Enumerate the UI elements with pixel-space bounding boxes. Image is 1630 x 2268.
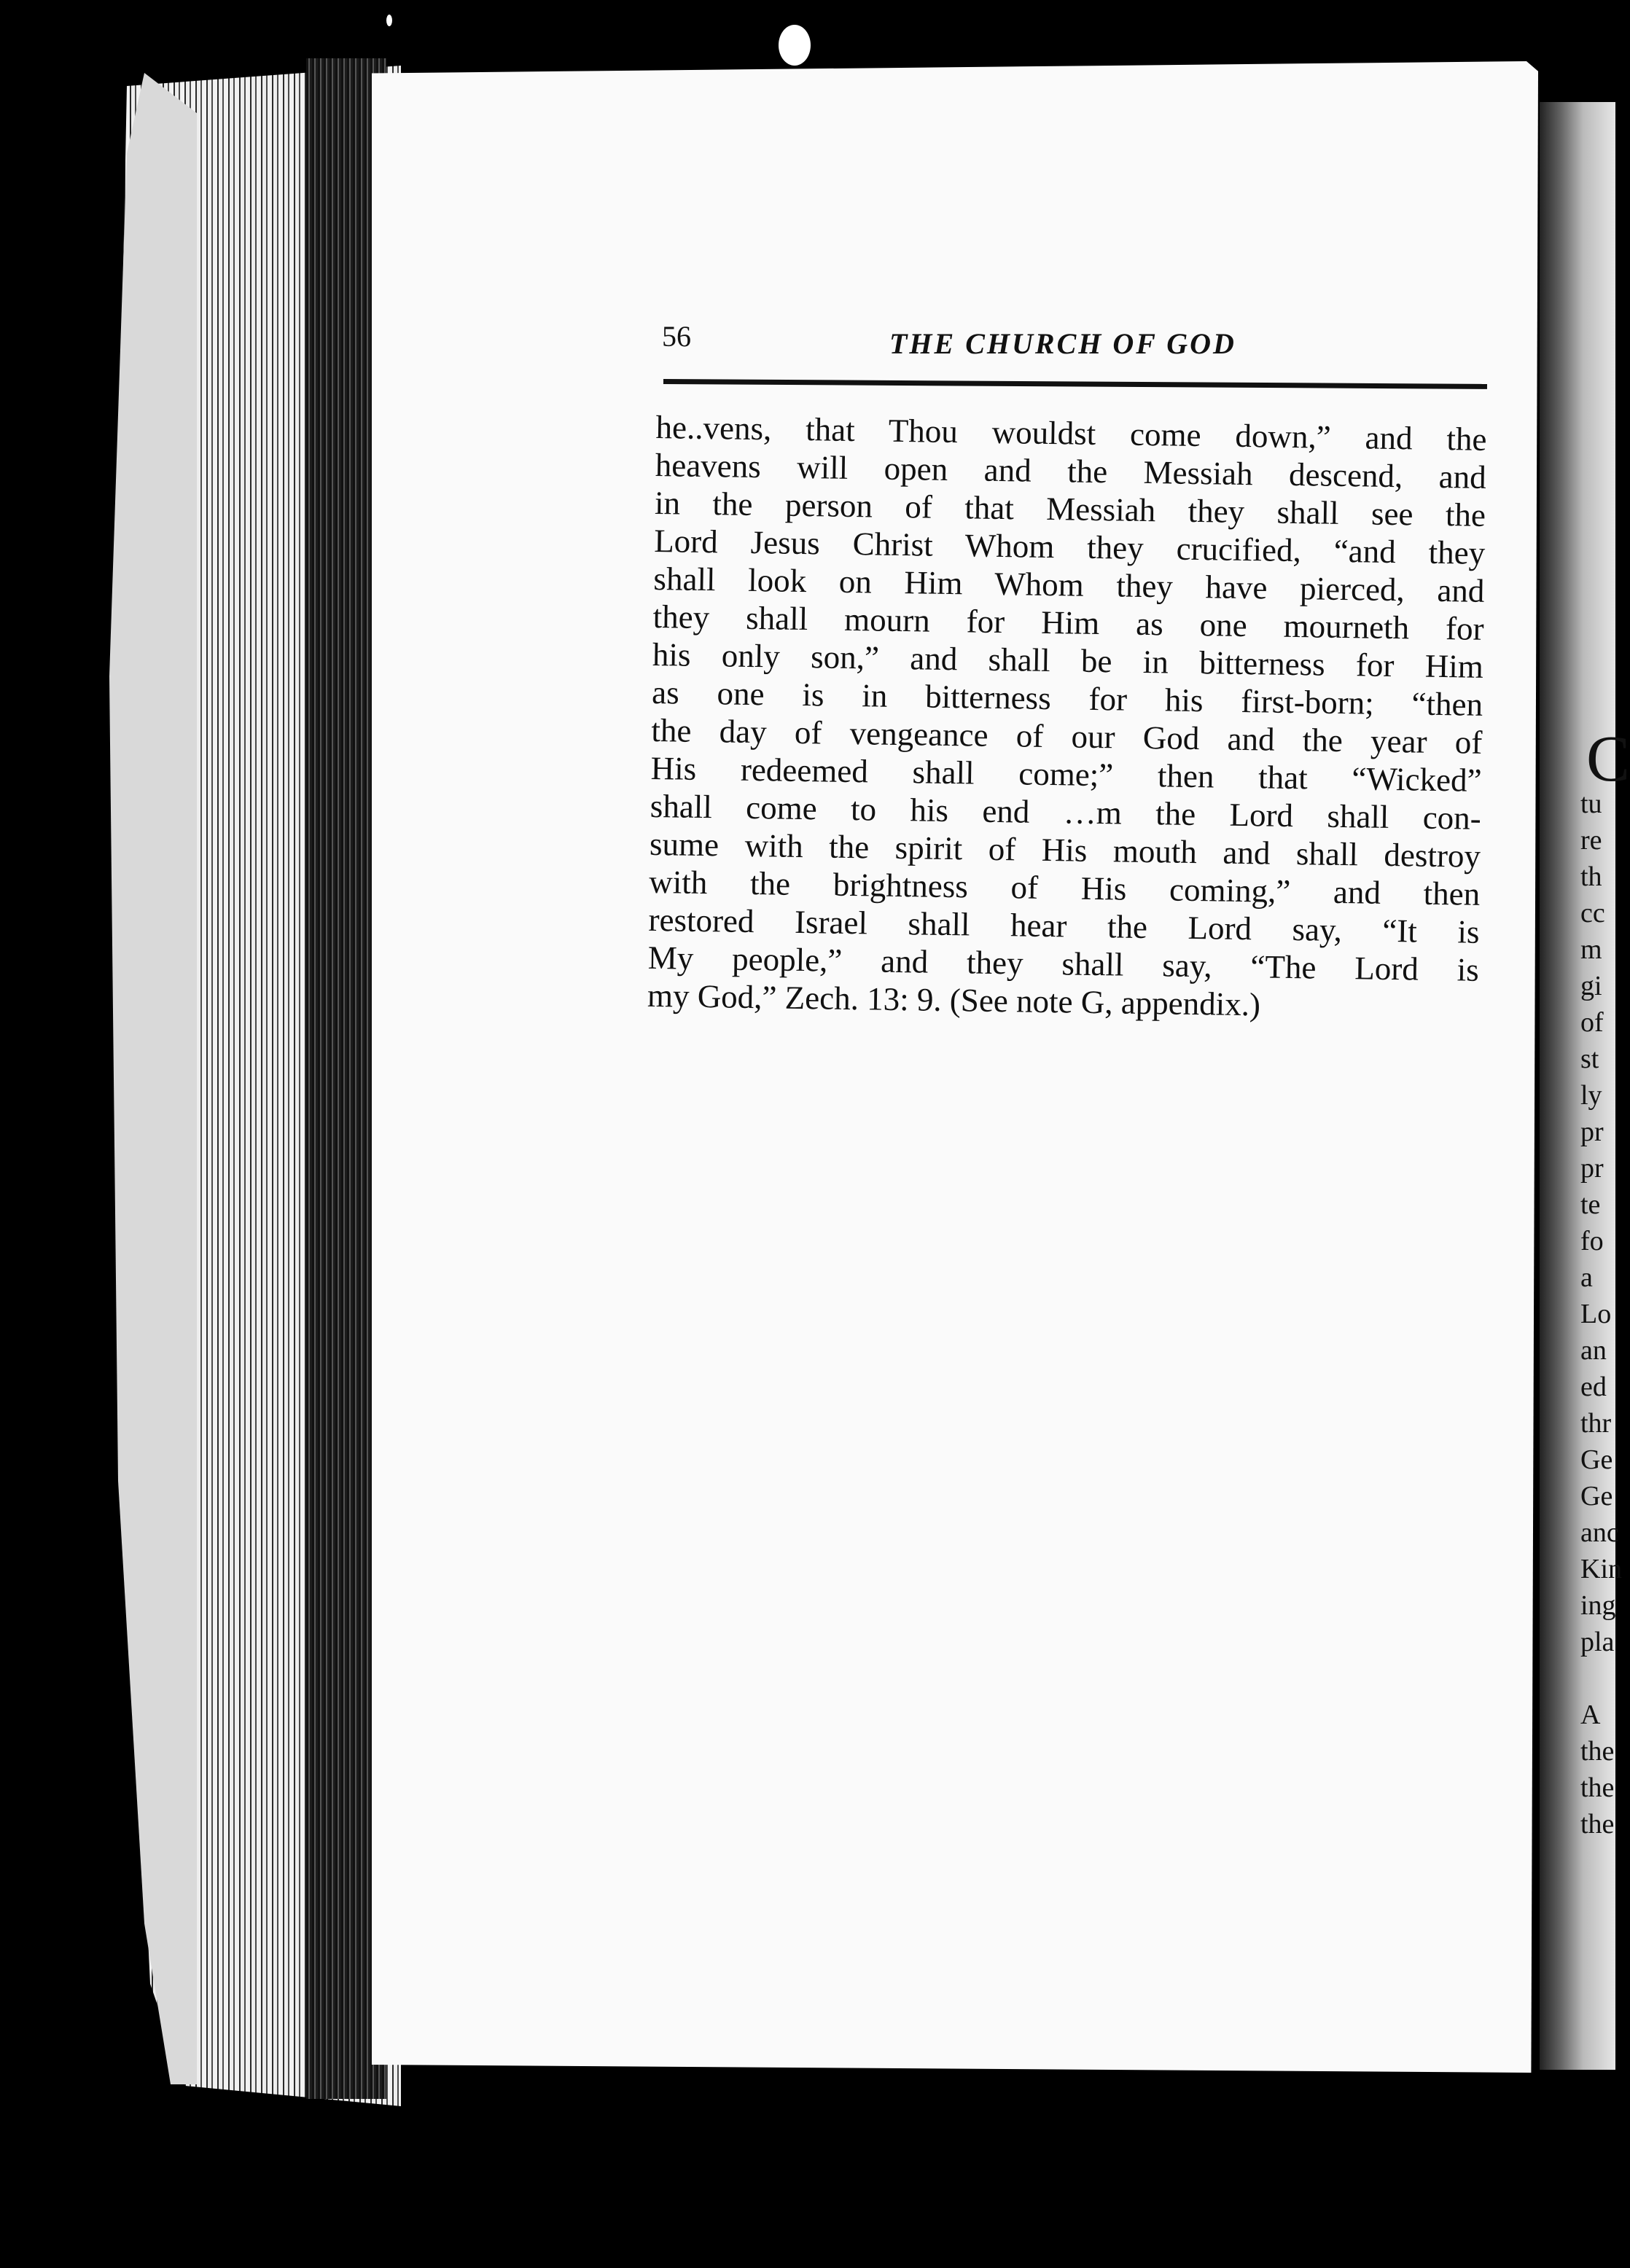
- text-line: heavens will open and the Messiah descend, and: [655, 446, 1487, 496]
- text-line: shall look on Him Whom they have pierced, and: [653, 560, 1485, 609]
- text-line: in the person of that Messiah they shall see the: [654, 484, 1486, 533]
- facing-page-fragment: Ge: [1580, 1481, 1613, 1512]
- facing-page-fragment: st: [1580, 1044, 1599, 1074]
- text-line: the day of vengeance of our God and the year of: [651, 711, 1483, 761]
- facing-page-initial: C: [1586, 723, 1630, 795]
- facing-page-fragment: of: [1580, 1007, 1604, 1038]
- facing-page-fragment: [1580, 1660, 1615, 1697]
- text-line: restored Israel shall hear the Lord say, “It is: [648, 901, 1480, 950]
- facing-page-fragment: th: [1580, 861, 1602, 892]
- worn-page-edge: [109, 73, 197, 2084]
- facing-page-fragment: pr: [1580, 1153, 1604, 1184]
- page-number: 56: [662, 320, 691, 353]
- facing-page-fragment: gi: [1580, 971, 1602, 1001]
- text-line: shall come to his end …m the Lord shall con-: [650, 787, 1482, 837]
- text-line: with the brightness of His coming,” and then: [648, 863, 1481, 912]
- facing-page-fragment: pla: [1580, 1627, 1615, 1657]
- facing-page-fragment: pr: [1580, 1117, 1604, 1147]
- text-line: His redeemed shall come;” then that “Wicked”: [650, 749, 1482, 799]
- book-page: [372, 61, 1538, 2073]
- facing-page-fragment: tu: [1580, 789, 1602, 819]
- facing-page-fragment: the: [1580, 1736, 1615, 1767]
- facing-page-fragment: Ge: [1580, 1444, 1613, 1475]
- facing-page-fragment: the: [1580, 1772, 1615, 1803]
- facing-page-fragment: thr: [1580, 1408, 1612, 1439]
- facing-page-fragment: the: [1580, 1809, 1615, 1839]
- text-line: my God,” Zech. 13: 9. (See note G, appendix.): [647, 977, 1261, 1023]
- facing-page-fragment: ing: [1580, 1590, 1616, 1621]
- facing-page-fragment: a: [1580, 1262, 1593, 1293]
- text-line: sume with the spirit of His mouth and shall destroy: [649, 825, 1481, 875]
- facing-page-fragment: A: [1580, 1700, 1601, 1730]
- body-paragraph: [647, 408, 1487, 1027]
- text-line: he..vens, that Thou wouldst come down,” and the: [655, 408, 1487, 458]
- text-line: Lord Jesus Christ Whom they crucified, “and they: [653, 522, 1486, 571]
- facing-page-fragment: ly: [1580, 1080, 1602, 1111]
- facing-page-text: [1580, 786, 1622, 1842]
- scan-speck: [386, 15, 392, 26]
- facing-page-fragment: an: [1580, 1335, 1607, 1366]
- text-line: My people,” and they shall say, “The Lord is: [647, 939, 1480, 988]
- facing-page-fragment: re: [1580, 825, 1602, 856]
- facing-page-fragment: Kin: [1580, 1554, 1622, 1584]
- text-line: as one is in bitterness for his first-born; “then: [651, 673, 1483, 723]
- facing-page-fragment: ed: [1580, 1372, 1607, 1402]
- scan-speck: [779, 25, 811, 66]
- facing-page-fragment: te: [1580, 1189, 1601, 1220]
- text-line: they shall mourn for Him as one mourneth for: [652, 598, 1485, 647]
- facing-page-fragment: cc: [1580, 898, 1605, 928]
- facing-page-fragment: Lo: [1580, 1299, 1612, 1329]
- facing-page-fragment: m: [1580, 934, 1602, 965]
- facing-page-fragment: fo: [1580, 1226, 1604, 1256]
- text-line: his only son,” and shall be in bitterness for Him: [652, 636, 1484, 685]
- running-title: THE CHURCH OF GOD: [889, 327, 1236, 360]
- facing-page-fragment: anc: [1580, 1517, 1619, 1548]
